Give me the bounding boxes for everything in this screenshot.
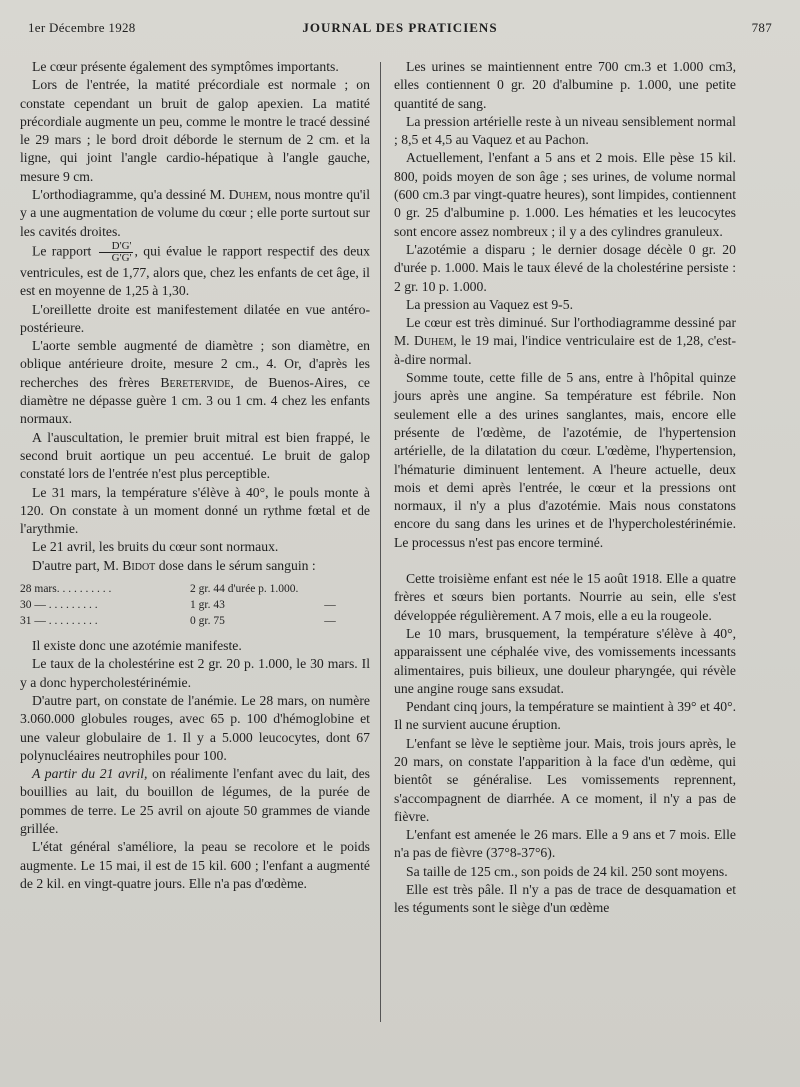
column-divider xyxy=(380,62,381,1022)
paragraph: Le cœur est très diminué. Sur l'orthodiagramme dessiné par M. Duhem, le 19 mai, l'indice ventriculaire est de 1,28, c'est-à-dire normal. xyxy=(394,315,737,367)
paragraph: D'autre part, M. Bidot dose dans le sérum sanguin : xyxy=(32,557,316,573)
table-row: 31 — . . . . . . . . . 0 gr. 75 — xyxy=(20,615,336,628)
paragraph: La pression artérielle reste à un niveau sensiblement normal ; 8,5 et 4,5 au Vaquez et au Pachon. xyxy=(394,113,736,148)
paragraph: Pendant cinq jours, la température se maintient à 39° et 40°. Il ne survient aucune éruption. xyxy=(394,699,736,733)
paragraph: A l'auscultation, le premier bruit mitral est bien frappé, le second bruit aortique un peu accentué. Le bruit de galop constaté lors de l'entrée n'est plus perceptible. xyxy=(20,429,370,482)
author-name: Duhem xyxy=(413,333,454,349)
paragraph: Cette troisième enfant est née le 15 août 1918. Elle a quatre frères et sœurs bien portants. Nourrie au sein, elle s'est développée régulièrement. A 7 mois, elle a eu la rougeole. xyxy=(394,571,736,623)
table-row: 28 mars. . . . . . . . . . 2 gr. 44 d'urée p. 1.000. xyxy=(20,583,299,596)
paragraph: Le taux de la cholestérine est 2 gr. 20 p. 1.000, le 30 mars. Il y a donc hypercholestérinémie. xyxy=(20,656,370,690)
paragraph: Lors de l'entrée, la matité précordiale est normale ; on constate cependant un bruit de galop apexien. La matité précordiale augmente un peu, comme le montre le tracé dessiné le 29 mars ; le bord droit déborde le sternum de 2 cm. et la ligne, qui joint l'angle cardio-hépatique à l'angle gauche, mesure 9 cm. xyxy=(20,77,370,184)
paragraph: L'enfant se lève le septième jour. Mais, trois jours après, le 20 mars, on constate l'apparition à la face d'un œdème, qui bientôt se généralise. Les vomissements reprennent, s'accompagnent de diarrhée. A ce moment, il n'y a pas de fièvre. xyxy=(394,735,736,824)
paragraph: D'autre part, on constate de l'anémie. Le 28 mars, on numère 3.060.000 globules rouges, avec 65 p. 100 d'hémoglobine et une valeur globulaire de 1. Il y a 5.000 leucocytes, dont 67 polynucléaires neutrophiles pour 100. xyxy=(20,692,370,763)
paragraph: Sa taille de 125 cm., son poids de 24 kil. 250 sont moyens. xyxy=(406,863,728,879)
issue-date: 1er Décembre 1928 xyxy=(28,20,136,35)
paragraph: Le rapport $\frac{D'G'}{G'G'}$ , qui évalue le rapport respectif des deux ventricules, est de 1,77, alors que, chez les enfants de cet âge, il est en moyenne de 1,25 à 1,30. xyxy=(20,239,370,299)
author-name: Beretervide xyxy=(160,374,231,390)
paragraph: Elle est très pâle. Il n'y a pas de trace de desquamation et les téguments sont le siège d'un œdème xyxy=(394,882,736,916)
paragraph: L'orthodiagramme, qu'a dessiné M. Duhem, nous montre qu'il y a une augmentation de volume du cœur ; elle porte surtout sur les cavités droites. xyxy=(20,187,370,239)
page-number: 787 xyxy=(751,20,772,35)
left-column xyxy=(20,58,370,893)
paragraph: Le 31 mars, la température s'élève à 40°, le pouls monte à 120. On constate à un moment donné un rythme fœtal et de l'arythmie. xyxy=(20,484,370,537)
paragraph: A partir du 21 avril, on réalimente l'enfant avec du lait, des bouillies au lait, du bouillon de légumes, de la purée de pommes de terre. Le 25 avril on ajoute 50 grammes de viande grillée. xyxy=(20,766,370,836)
urea-table xyxy=(20,581,370,629)
paragraph: Actuellement, l'enfant a 5 ans et 2 mois. Elle pèse 15 kil. 800, poids moyen de son âge ; ses urines, de volume normal (600 cm.3 par vingt-quatre heures), sont limpides, contiennent 0 gr. 25 d'albumine p. 1.000. Les hématies et les leucocytes sont encore assez nombreux ; il y a des cylindres granuleux. xyxy=(394,150,736,239)
paragraph: Somme toute, cette fille de 5 ans, entre à l'hôpital quinze jours après une angine. Sa température est fébrile. Non seulement elle a des urines sanglantes, mais, encore elle présente de l'œdème, de l'azotémie, de l'hypertension artérielle, de la dilatation du cœur. L'œdème, l'hypertension, l'hématurie diminuent lentement. A l'heure actuelle, deux mois et demi après l'entrée, le cœur et la pressions ont normaux, il n'y a plus d'azotémie. Mais nous constatons encore du sang dans les urines et de l'hypercholestérinémie. Le processus n'est pas encore terminé. xyxy=(394,370,736,550)
paragraph: Il existe donc une azotémie manifeste. xyxy=(32,638,242,654)
paragraph: Le cœur présente également des symptômes importants. xyxy=(32,59,339,74)
paragraph: Le 10 mars, brusquement, la température s'élève à 40°, apparaissent une céphalée vive, des vomissements incessants alimentaires, puis bilieux, une douleur pharyngée, qui révèle une angine rouge sans exsudat. xyxy=(394,625,736,696)
paragraph: La pression au Vaquez est 9-5. xyxy=(406,296,573,312)
paragraph: L'enfant est amenée le 26 mars. Elle a 9 ans et 7 mois. Elle n'a pas de fièvre (37°8-37°6). xyxy=(394,827,736,861)
author-name: Bidot xyxy=(122,557,156,573)
paragraph: Le 21 avril, les bruits du cœur sont normaux. xyxy=(32,539,279,555)
table-row: 30 — . . . . . . . . . 1 gr. 43 — xyxy=(20,599,336,612)
paragraph: L'aorte semble augmenté de diamètre ; son diamètre, en oblique antérieure droite, mesure 2 cm., 4. Or, d'après les recherches des frères Beretervide, de Buenos-Aires, ce diamètre ne dépasse guère 1 cm. 3 ou 1 cm. 4 chez les enfants normaux. xyxy=(20,338,371,427)
author-name: Duhem xyxy=(228,187,268,203)
paragraph: L'oreillette droite est manifestement dilatée en vue antéro-postérieure. xyxy=(20,301,370,335)
section-gap xyxy=(394,552,736,570)
paragraph: L'azotémie a disparu ; le dernier dosage décèle 0 gr. 20 d'urée p. 1.000. Mais le taux élevé de la cholestérine persiste : 2 gr. 10 p. 1.000. xyxy=(394,241,736,294)
paragraph: Les urines se maintiennent entre 700 cm.3 et 1.000 cm3, elles contiennent 0 gr. 20 d'albumine p. 1.000, une petite quantité de sang. xyxy=(394,59,736,111)
right-column xyxy=(394,58,736,918)
journal-title: JOURNAL DES PRATICIENS xyxy=(302,20,498,35)
page-header xyxy=(28,20,772,42)
ratio-fraction: $\frac{D'G'}{G'G'}$ xyxy=(99,241,133,264)
paragraph: L'état général s'améliore, la peau se recolore et le poids augmente. Le 15 mai, il est de 15 kil. 600 ; l'enfant a augmenté de 2 kil. en vingt-quatre jours. Elle n'a pas d'œdème. xyxy=(20,839,370,891)
